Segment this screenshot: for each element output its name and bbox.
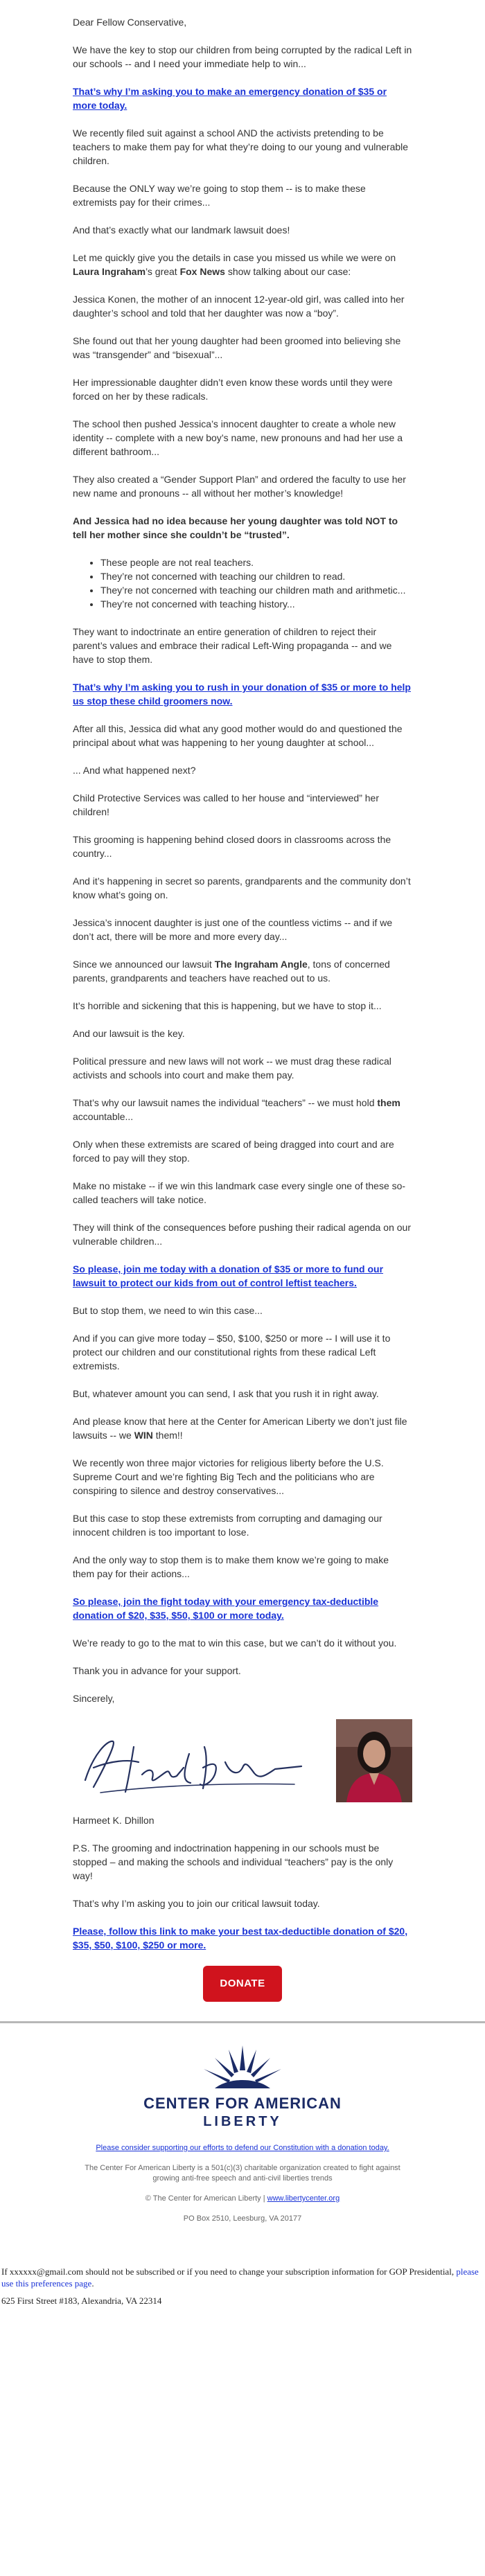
paragraph: And the only way to stop them is to make them know we’re going to make them pay for their actions... <box>73 1554 389 1579</box>
text: accountable... <box>73 1111 134 1122</box>
paragraph: Make no mistake -- if we win this landmark case every single one of these so-called teachers will take notice. <box>73 1180 406 1205</box>
text: And Jessica had no idea because her young daughter was told <box>73 515 366 526</box>
org-description: The Center For American Liberty is a 501(c)(3) charitable organization created to fight against growing anti-free speech and anti-civil liberties trends <box>85 2164 400 2183</box>
paragraph: She found out that her young daughter had been groomed into believing she was “transgender” and “bisexual”... <box>73 335 401 360</box>
paragraph: They want to indoctrinate an entire generation of children to reject their parent’s values and embrace their radical Left-Wing propaganda -- and we have to stop them. <box>73 626 392 665</box>
list-item: • These people are not real teachers. <box>100 556 412 569</box>
liberty-logo-icon <box>180 2043 305 2091</box>
paragraph: We recently won three major victories for religious liberty before the U.S. Supreme Court and we’re fighting Big Tech and the politicians who are conspiring to silence and destroy conservatives... <box>73 1457 384 1496</box>
donate-link-35[interactable]: That’s why I’m asking you to make an emergency donation of $35 or more today. <box>73 86 387 111</box>
text: show talking about our case: <box>224 266 351 277</box>
mailing-address: 625 First Street #183, Alexandria, VA 22314 <box>1 2295 162 2306</box>
text: to tell her mother since she couldn’t be “trusted”. <box>73 515 398 540</box>
paragraph: But, whatever amount you can send, I ask that you rush it in right away. <box>73 1388 379 1399</box>
copyright: © The Center for American Liberty | <box>145 2194 265 2203</box>
paragraph: Her impressionable daughter didn’t even know these words until they were forced on her by these radicals. <box>73 377 393 402</box>
text: NOT <box>365 515 386 526</box>
paragraph: We recently filed suit against a school AND the activists pretending to be teachers to make them pay for what they’re doing to our young and vulnerable children. <box>73 127 409 166</box>
network-name: Fox News <box>179 266 225 277</box>
list-item: • They’re not concerned with teaching history... <box>100 597 412 611</box>
paragraph: Thank you in advance for your support. <box>73 1665 241 1676</box>
paragraph: We have the key to stop our children from being corrupted by the radical Left in our schools -- and I need your immediate help to win... <box>73 44 412 69</box>
text: Let me quickly give you the details in case you missed us while we were on <box>73 252 396 263</box>
donate-link-lawsuit[interactable]: So please, join me today with a donation of $35 or more to fund our lawsuit to protect our kids from out of control leftist teachers. <box>73 1263 384 1288</box>
donate-link-final[interactable]: Please, follow this link to make your best tax-deductible donation of $20, $35, $50, $100, $250 or more. <box>73 1926 408 1951</box>
paragraph <box>73 1414 412 1442</box>
paragraph: That’s why I’m asking you to join our critical lawsuit today. <box>73 1898 320 1909</box>
donate-button-wrap <box>73 1966 412 2002</box>
closing: Sincerely, <box>73 1693 115 1704</box>
bullet-list <box>73 556 412 611</box>
text: That’s why our lawsuit names the individual “teachers” -- we must hold <box>73 1097 378 1108</box>
text: ’s great <box>146 266 180 277</box>
unsubscribe-text <box>1 2266 485 2289</box>
postscript: P.S. The grooming and indoctrination happening in our schools must be stopped – and making the schools and individual “teachers” pay is the only way! <box>73 1842 394 1881</box>
text: them!! <box>152 1430 183 1441</box>
text: , tons of concerned parents, grandparents and teachers have reached out to us. <box>73 959 390 984</box>
paragraph: They will think of the consequences before pushing their radical agenda on our vulnerable children... <box>73 1222 411 1247</box>
paragraph: Political pressure and new laws will not work -- we must drag these radical activists and schools into court and make them pay. <box>73 1056 391 1081</box>
donate-link-tax-deductible[interactable]: So please, join the fight today with your emergency tax-deductible donation of $20, $35, $50, $100 or more today. <box>73 1596 379 1621</box>
host-name: Laura Ingraham <box>73 266 146 277</box>
paragraph: But this case to stop these extremists from corrupting and damaging our innocent children is too important to lose. <box>73 1513 382 1538</box>
signer-photo <box>336 1719 412 1802</box>
paragraph: Only when these extremists are scared of being dragged into court and are forced to pay will they stop. <box>73 1139 394 1164</box>
text: And please know that here at the Center for American Liberty we don’t just file lawsuits -- we <box>73 1416 407 1441</box>
paragraph: They also created a “Gender Support Plan” and ordered the faculty to use her new name and pronouns -- all without her mother’s knowledge! <box>73 474 406 499</box>
website-link[interactable]: www.libertycenter.org <box>267 2194 340 2203</box>
paragraph: This grooming is happening behind closed doors in classrooms across the country... <box>73 834 391 859</box>
paragraph <box>73 251 412 278</box>
footer <box>0 2021 485 2252</box>
paragraph: And if you can give more today – $50, $100, $250 or more -- I will use it to protect our children and our constitutional rights from these radical Left extremists. <box>73 1333 391 1371</box>
portrait-image <box>336 1719 412 1802</box>
text: If xxxxxx@gmail.com should not be subscribed or if you need to change your subscription information for GOP Presidential, <box>1 2266 457 2277</box>
paragraph: Because the ONLY way we’re going to stop them -- is to make these extremists pay for their crimes... <box>73 183 366 208</box>
paragraph: And it’s happening in secret so parents, grandparents and the community don’t know what’s going on. <box>73 876 411 900</box>
org-name: CENTER FOR AMERICAN <box>143 2095 342 2112</box>
paragraph: Jessica Konen, the mother of an innocent 12-year-old girl, was called into her daughter’s school and told that her daughter was now a “boy”. <box>73 294 405 319</box>
text: . <box>91 2278 94 2289</box>
donate-link-rush[interactable]: That’s why I’m asking you to rush in your donation of $35 or more to help us stop these child groomers now. <box>73 682 411 707</box>
signature-image <box>73 1726 308 1802</box>
paragraph: But to stop them, we need to win this case... <box>73 1305 263 1316</box>
support-link[interactable]: Please consider supporting our efforts to defend our Constitution with a donation today. <box>96 2144 389 2152</box>
po-box: PO Box 2510, Leesburg, VA 20177 <box>183 2214 302 2223</box>
copyright-line <box>73 2194 412 2204</box>
signature-row <box>73 1719 412 1802</box>
greeting: Dear Fellow Conservative, <box>73 17 187 28</box>
paragraph <box>73 1096 412 1123</box>
list-item: • They’re not concerned with teaching our children to read. <box>100 569 412 583</box>
show-name: The Ingraham Angle <box>214 959 308 970</box>
paragraph: And that’s exactly what our landmark lawsuit does! <box>73 224 290 236</box>
org-name-liberty: LIBERTY <box>203 2114 282 2129</box>
unsubscribe-section <box>0 2252 485 2307</box>
preferences-link[interactable]: please use this preferences page <box>1 2266 479 2289</box>
list-item: • They’re not concerned with teaching our children math and arithmetic... <box>100 583 412 597</box>
paragraph-bold <box>73 514 412 542</box>
paragraph: We’re ready to go to the mat to win this case, but we can’t do it without you. <box>73 1637 397 1649</box>
paragraph: After all this, Jessica did what any good mother would do and questioned the principal about what was happening to her young daughter at school... <box>73 723 403 748</box>
paragraph: It’s horrible and sickening that this is happening, but we have to stop it... <box>73 1000 382 1011</box>
emphasis: WIN <box>134 1430 153 1441</box>
text: Since we announced our lawsuit <box>73 959 215 970</box>
donate-button[interactable]: DONATE <box>203 1966 281 2002</box>
paragraph: Jessica’s innocent daughter is just one of the countless victims -- and if we don’t act, there will be more and more every day... <box>73 917 393 942</box>
paragraph: Child Protective Services was called to her house and “interviewed” her children! <box>73 792 379 817</box>
paragraph: The school then pushed Jessica’s innocent daughter to create a whole new identity -- complete with a new boy’s name, new pronouns and had her use a different bathroom... <box>73 418 403 457</box>
paragraph: ... And what happened next? <box>73 765 196 776</box>
paragraph <box>73 957 412 985</box>
signer-name: Harmeet K. Dhillon <box>73 1815 155 1826</box>
emphasis: them <box>377 1097 400 1108</box>
paragraph: And our lawsuit is the key. <box>73 1028 185 1039</box>
